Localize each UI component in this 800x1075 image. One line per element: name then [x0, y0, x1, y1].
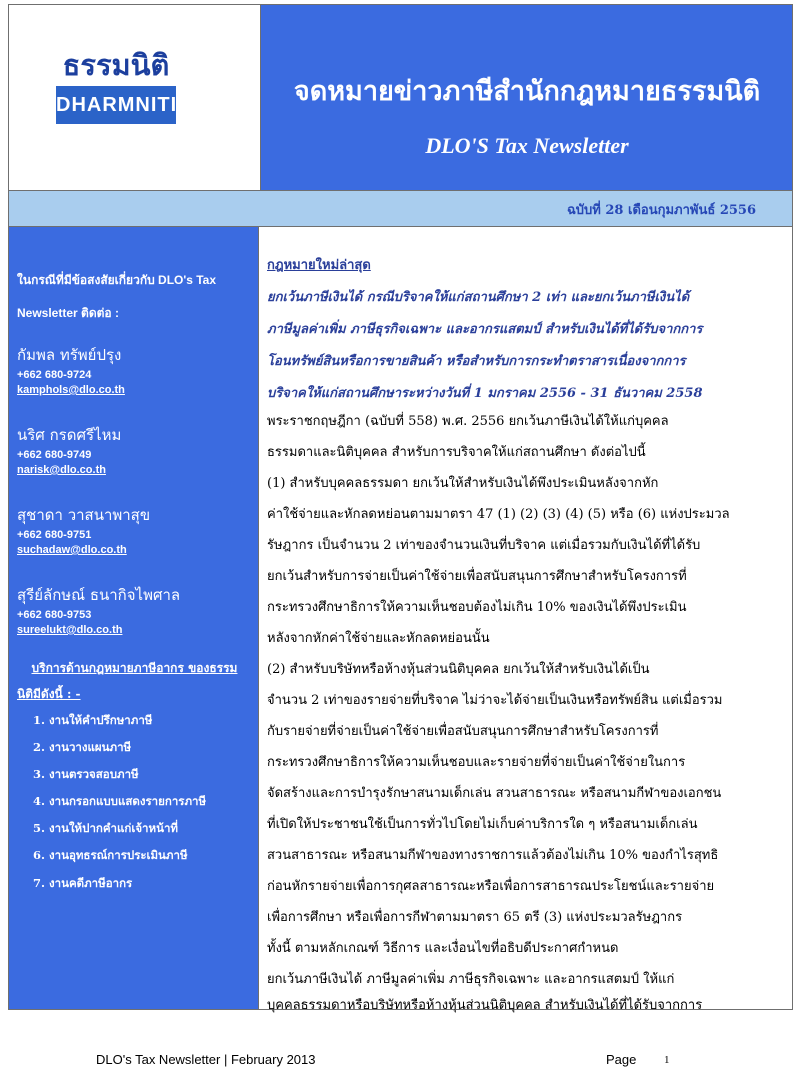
contact-name: กัมพล ทรัพย์ปรุง	[17, 346, 122, 364]
body-line: (1) สำหรับบุคคลธรรมดา ยกเว้นให้สำหรับเงินได้พึงประเมินหลังจากหัก	[267, 476, 659, 491]
service-item: 7. งานคดีภาษีอากร	[33, 876, 133, 890]
body-line: ทั้งนี้ ตามหลักเกณฑ์ วิธีการ และเงื่อนไขที่อธิบดีประกาศกำหนด	[267, 941, 619, 956]
body-line: กับรายจ่ายที่จ่ายเป็นค่าใช้จ่ายเพื่อสนับสนุนการศึกษาสำหรับโครงการที่	[267, 724, 659, 739]
newsletter-title-thai: จดหมายข่าวภาษีสำนักกฎหมายธรรมนิติ	[293, 76, 761, 107]
headline-line: ภาษีมูลค่าเพิ่ม ภาษีธุรกิจเฉพาะ และอากรแสตมป์ สำหรับเงินได้ที่ได้รับจากการ	[267, 322, 703, 337]
service-item: 1. งานให้คำปรึกษาภาษี	[33, 713, 153, 727]
issue-band	[8, 191, 793, 227]
footer-page-label: Page	[606, 1052, 637, 1067]
body-line: พระราชกฤษฎีกา (ฉบับที่ 558) พ.ศ. 2556 ยกเว้นภาษีเงินได้ให้แก่บุคคล	[267, 414, 669, 429]
contact-sidebar	[8, 227, 259, 1010]
headline-line: โอนทรัพย์สินหรือการขายสินค้า หรือสำหรับการกระทำตราสารเนื่องจากการ	[267, 354, 686, 369]
contact-phone: +662 680-9753	[17, 609, 92, 621]
logo-thai-text: ธรรมนิติ	[56, 44, 176, 86]
article-content	[259, 227, 793, 1013]
body-line: สวนสาธารณะ หรือสนามกีฬาของทางราชการแล้วต้องไม่เกิน 10% ของกำไรสุทธิ	[267, 848, 719, 863]
service-item: 2. งานวางแผนภาษี	[33, 740, 132, 754]
sidebar-intro-line-1: ในกรณีที่มีข้อสงสัยเกี่ยวกับ DLO's Tax	[17, 273, 217, 287]
newsletter-header	[8, 4, 793, 191]
services-heading: บริการด้านกฎหมายภาษีอากร ของธรรม	[31, 661, 238, 675]
contact-email-link[interactable]: suchadaw@dlo.co.th	[17, 544, 127, 556]
body-line: จำนวน 2 เท่าของรายจ่ายที่บริจาค ไม่ว่าจะได้จ่ายเป็นเงินหรือทรัพย์สิน แต่เมื่อรวม	[267, 693, 723, 708]
body-line: ยกเว้นภาษีเงินได้ ภาษีมูลค่าเพิ่ม ภาษีธุรกิจเฉพาะ และอากรแสตมป์ ให้แก่	[267, 972, 675, 987]
services-heading-continued: นิติมีดังนี้ : -	[17, 687, 81, 701]
body-line: ก่อนหักรายจ่ายเพื่อการกุศลสาธารณะหรือเพื่อการสาธารณประโยชน์และรายจ่าย	[267, 879, 715, 894]
contact-name: นริศ กรดศรีไหม	[17, 426, 122, 444]
body-line: ค่าใช้จ่ายและหักลดหย่อนตามมาตรา 47 (1) (2) (3) (4) (5) หรือ (6) แห่งประมวล	[267, 507, 730, 522]
logo-cell	[9, 5, 260, 190]
issue-label: ฉบับที่ 28 เดือนกุมภาพันธ์ 2556	[566, 203, 756, 218]
service-item: 6. งานอุทธรณ์การประเมินภาษี	[33, 848, 188, 862]
headline-line: ยกเว้นภาษีเงินได้ กรณีบริจาคให้แก่สถานศึกษา 2 เท่า และยกเว้นภาษีเงินได้	[267, 290, 690, 305]
service-item: 3. งานตรวจสอบภาษี	[33, 767, 139, 781]
body-line: บุคคลธรรมดาหรือบริษัทหรือห้างหุ้นส่วนนิติบุคคล สำหรับเงินได้ที่ได้รับจากการ	[267, 998, 703, 1013]
service-item: 5. งานให้ปากคำแก่เจ้าหน้าที่	[33, 821, 178, 835]
contact-email-link[interactable]: kamphols@dlo.co.th	[17, 384, 125, 396]
body-line: ยกเว้นสำหรับการจ่ายเป็นค่าใช้จ่ายเพื่อสนับสนุนการศึกษาสำหรับโครงการที่	[267, 569, 687, 584]
contact-email-link[interactable]: narisk@dlo.co.th	[17, 464, 106, 476]
body-line: เพื่อการศึกษา หรือเพื่อการกีฬาตามมาตรา 65 ตรี (3) แห่งประมวลรัษฎากร	[267, 910, 683, 925]
section-title: กฎหมายใหม่ล่าสุด	[267, 258, 371, 273]
body-line: จัดสร้างและการบำรุงรักษาสนามเด็กเล่น สวนสาธารณะ หรือสนามกีฬาของเอกชน	[267, 786, 722, 801]
footer-title: DLO's Tax Newsletter | February 2013	[96, 1052, 316, 1067]
body-line: กระทรวงศึกษาธิการให้ความเห็นชอบต้องไม่เกิน 10% ของเงินได้พึงประเมิน	[267, 600, 687, 615]
body-line: รัษฎากร เป็นจำนวน 2 เท่าของจำนวนเงินที่บริจาค แต่เมื่อรวมกับเงินได้ที่ได้รับ	[267, 538, 701, 553]
body-line: หลังจากหักค่าใช้จ่ายและหักลดหย่อนนั้น	[267, 631, 490, 646]
headline-line: บริจาคให้แก่สถานศึกษาระหว่างวันที่ 1 มกราคม 2556 - 31 ธันวาคม 2558	[267, 386, 703, 401]
contact-phone: +662 680-9724	[17, 369, 92, 381]
body-line: (2) สำหรับบริษัทหรือห้างหุ้นส่วนนิติบุคคล ยกเว้นให้สำหรับเงินได้เป็น	[267, 662, 650, 677]
body-line: กระทรวงศึกษาธิการให้ความเห็นชอบและรายจ่ายที่จ่ายเป็นค่าใช้จ่ายในการ	[267, 755, 686, 770]
newsletter-title-english: DLO'S Tax Newsletter	[425, 133, 629, 158]
logo-latin-text: DHARMNITI	[56, 86, 176, 124]
title-panel	[260, 5, 792, 190]
body-line: ที่เปิดให้ประชาชนใช้เป็นการทั่วไปโดยไม่เก็บค่าบริการใด ๆ หรือสนามเด็กเล่น	[267, 817, 698, 832]
service-item: 4. งานกรอกแบบแสดงรายการภาษี	[33, 794, 207, 808]
contact-phone: +662 680-9751	[17, 529, 92, 541]
contact-email-link[interactable]: sureelukt@dlo.co.th	[17, 624, 123, 636]
sidebar-intro-line-2: Newsletter ติดต่อ :	[17, 306, 119, 320]
contact-phone: +662 680-9749	[17, 449, 92, 461]
contact-name: สุรีย์ลักษณ์ ธนากิจไพศาล	[17, 586, 181, 604]
contact-name: สุชาดา วาสนาพาสุข	[17, 506, 151, 524]
dharmniti-logo[interactable]	[56, 44, 176, 124]
body-line: ธรรมดาและนิติบุคคล สำหรับการบริจาคให้แก่สถานศึกษา ดังต่อไปนี้	[267, 445, 646, 460]
footer-page-number: 1	[664, 1054, 670, 1066]
